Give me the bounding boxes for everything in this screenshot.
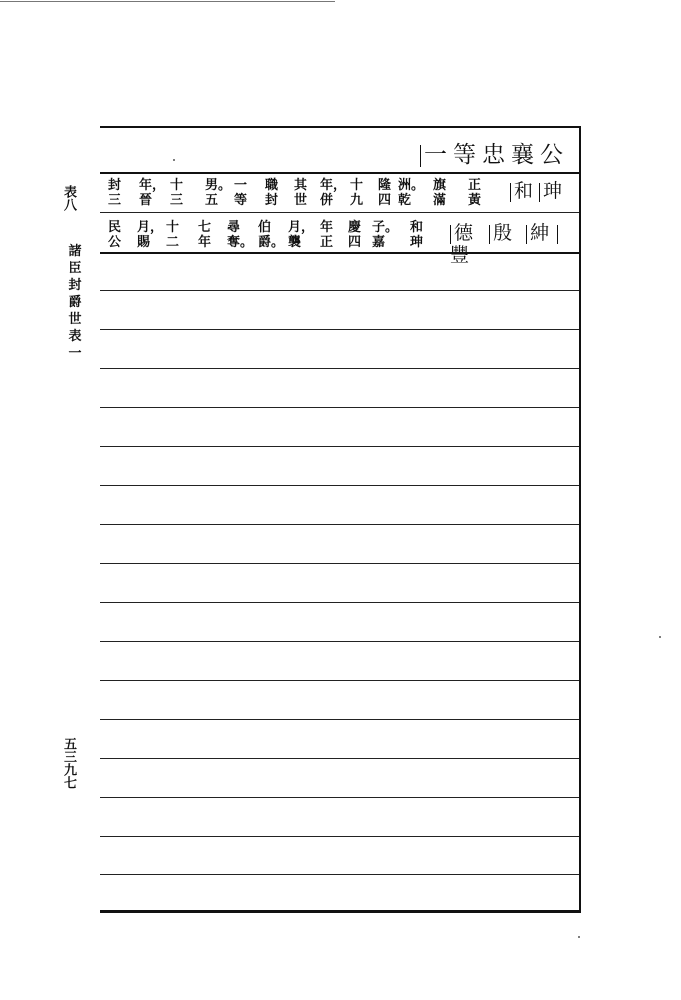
record-text: 封 三 bbox=[108, 178, 122, 208]
section-text: 表八 bbox=[61, 185, 76, 211]
record-text: 子。 嘉 bbox=[372, 220, 399, 250]
record-text: 慶 四 bbox=[348, 220, 362, 250]
empty-row-rule bbox=[100, 524, 579, 525]
record-text: 七 年 bbox=[198, 220, 212, 250]
empty-row-rule bbox=[100, 719, 579, 720]
record-text: 正 黃 bbox=[468, 178, 482, 208]
empty-row-rule bbox=[100, 485, 579, 486]
scan-speck bbox=[578, 936, 580, 938]
empty-row-rule bbox=[100, 290, 579, 291]
empty-row-rule bbox=[100, 446, 579, 447]
table-label-char: 封 bbox=[68, 278, 82, 293]
record-text: 十 二 bbox=[166, 220, 180, 250]
table-label-char: 爵 bbox=[68, 295, 82, 310]
page-number-text: 五三九七 bbox=[61, 737, 76, 789]
section-label bbox=[60, 185, 90, 211]
name-char: 珅 bbox=[543, 180, 563, 202]
record-text: 隆 四 bbox=[378, 178, 392, 208]
empty-row-rule bbox=[100, 797, 579, 798]
row-divider bbox=[100, 212, 579, 213]
record-text: 月， 襲 bbox=[288, 220, 315, 250]
record-text: 十 三 bbox=[170, 178, 184, 208]
name-mark bbox=[526, 225, 527, 244]
name-mark bbox=[450, 225, 451, 244]
table-label-char: 世 bbox=[68, 312, 82, 327]
record-text: 和 珅 bbox=[410, 220, 424, 250]
rule-under-title bbox=[100, 172, 579, 174]
name-mark bbox=[557, 225, 558, 244]
table-label-char: 諸 bbox=[68, 244, 82, 259]
record-text: 男。 五 bbox=[205, 178, 232, 208]
name-mark bbox=[510, 183, 511, 202]
table-frame bbox=[100, 126, 581, 913]
empty-row-rule bbox=[100, 602, 579, 603]
record-text: 年， 晉 bbox=[139, 178, 166, 208]
empty-row-rule bbox=[100, 641, 579, 642]
empty-row-rule bbox=[100, 407, 579, 408]
empty-row-rule bbox=[100, 680, 579, 681]
name-char: 紳 bbox=[530, 222, 550, 244]
table-label-char: 一 bbox=[68, 346, 82, 361]
name-char: 殷 bbox=[493, 222, 513, 244]
row1-record bbox=[108, 178, 500, 212]
table-label-char: 表 bbox=[68, 329, 82, 344]
empty-row-rule bbox=[100, 836, 579, 837]
record-text: 年 正 bbox=[320, 220, 334, 250]
name-mark bbox=[489, 225, 490, 244]
table-title bbox=[420, 136, 569, 169]
record-text: 尋 奪。 bbox=[227, 220, 254, 250]
name-char: 和 bbox=[514, 180, 534, 202]
record-text: 旗 滿 bbox=[433, 178, 447, 208]
empty-row-rule bbox=[100, 874, 579, 875]
empty-row-rule bbox=[100, 368, 579, 369]
scan-speck bbox=[173, 159, 175, 161]
scan-speck bbox=[659, 636, 661, 638]
empty-row-rule bbox=[100, 563, 579, 564]
table-label bbox=[60, 243, 90, 362]
scan-top-rule bbox=[0, 1, 335, 2]
table-label-char: 臣 bbox=[68, 261, 82, 276]
record-text: 一 等 bbox=[234, 178, 248, 208]
page-number bbox=[60, 737, 90, 789]
record-text: 職 封 bbox=[265, 178, 279, 208]
row2-name bbox=[450, 222, 579, 266]
record-text: 月， 賜 bbox=[137, 220, 164, 250]
name-char: 德 bbox=[454, 222, 474, 244]
record-text: 伯 爵。 bbox=[258, 220, 285, 250]
name-mark bbox=[539, 183, 540, 202]
row-divider bbox=[100, 252, 579, 254]
row2-record bbox=[108, 220, 448, 250]
empty-row-rule bbox=[100, 329, 579, 330]
record-text: 洲。 乾 bbox=[398, 178, 425, 208]
record-text: 其 世 bbox=[294, 178, 308, 208]
row1-name bbox=[510, 180, 562, 202]
empty-row-rule bbox=[100, 758, 579, 759]
record-text: 民 公 bbox=[108, 220, 122, 250]
record-text: 年， 併 bbox=[320, 178, 347, 208]
record-text: 十 九 bbox=[350, 178, 364, 208]
table-title-text: 一等忠襄公 bbox=[424, 142, 569, 168]
name-char: 豐 bbox=[450, 244, 470, 266]
name-mark bbox=[420, 145, 421, 167]
